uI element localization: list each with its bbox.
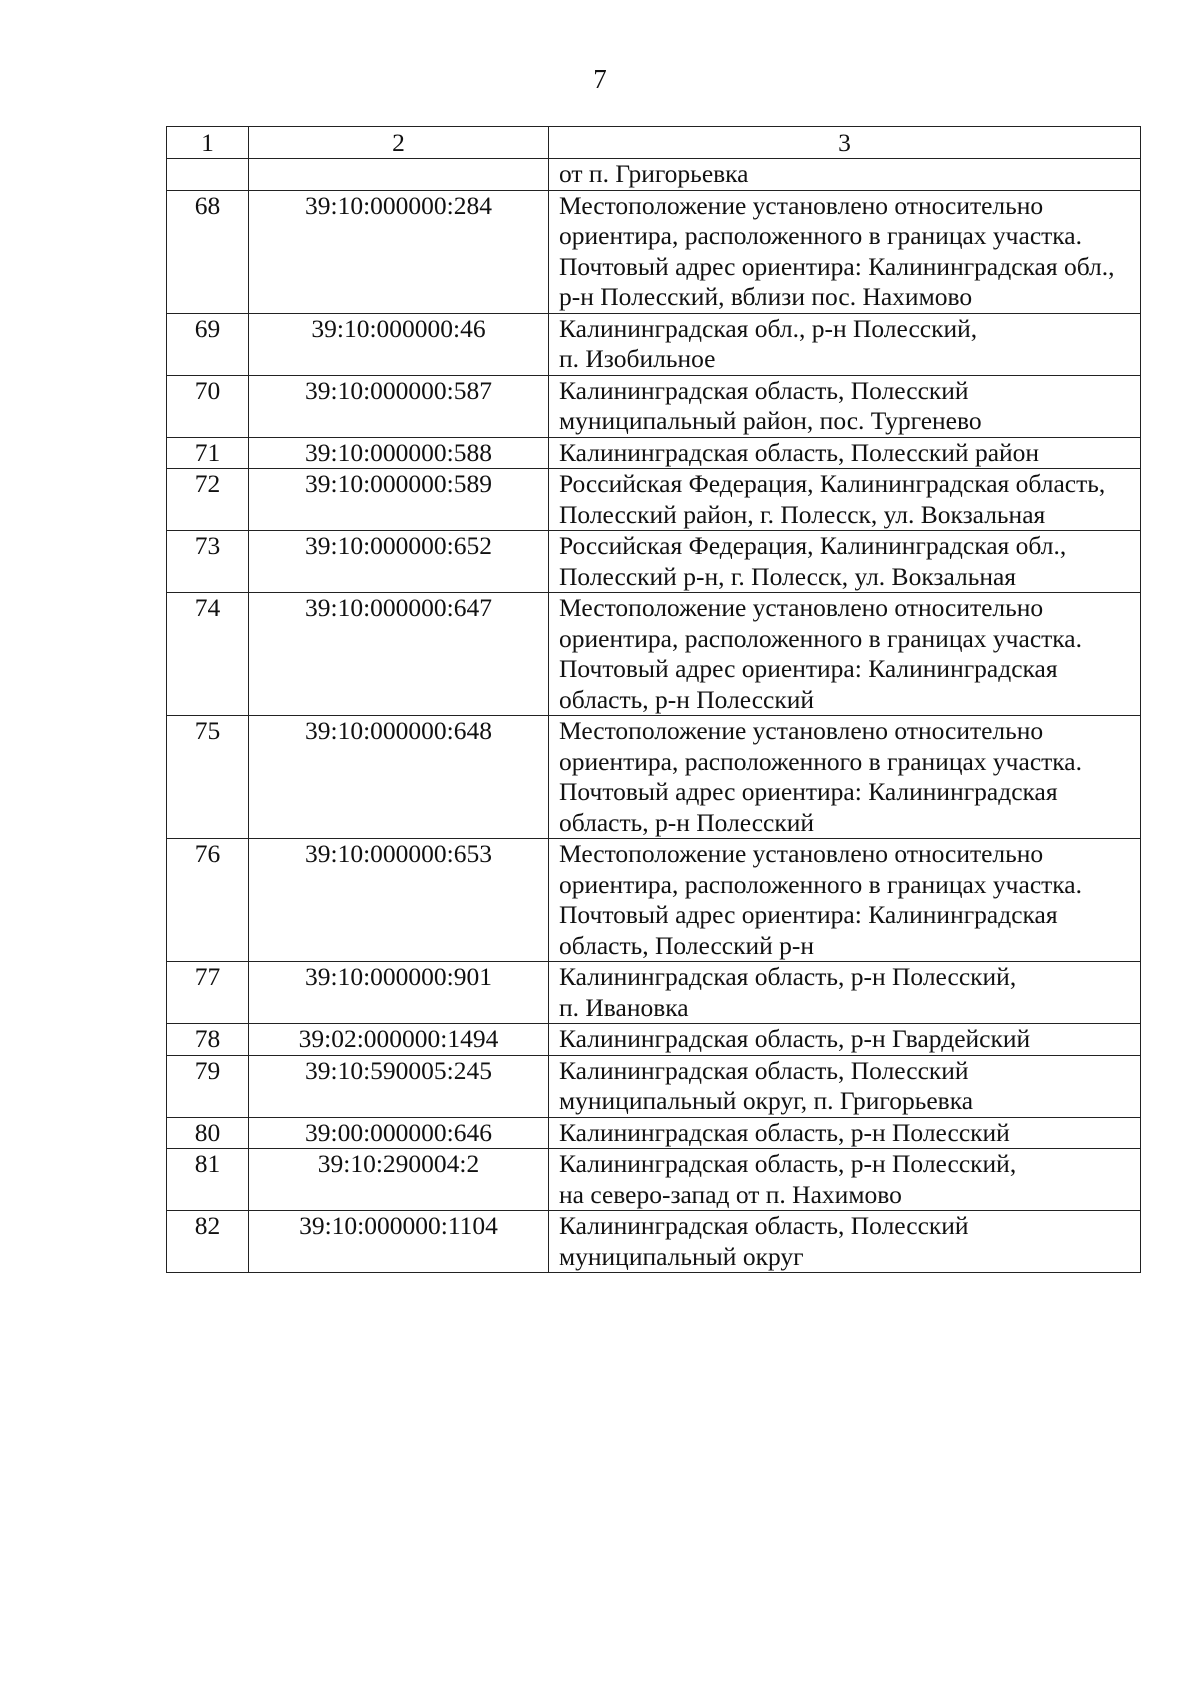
row-number-cell: 75 <box>167 716 249 839</box>
address-line: Калининградская обл., р-н Полесский, <box>559 313 978 343</box>
address-line: Местоположение установлено относительно <box>559 839 1044 868</box>
address-line: Почтовый адрес ориентира: Калининградская <box>559 654 1058 683</box>
address-line: Калининградская область, р-н Полесский, <box>559 962 1017 991</box>
cadastral-number-cell: 39:10:000000:653 <box>249 839 549 962</box>
row-number-cell: 76 <box>167 839 249 962</box>
page-number: 7 <box>593 64 607 94</box>
table-row <box>167 1117 1141 1149</box>
address-cell <box>549 437 1141 469</box>
address-line: Местоположение установлено относительно <box>559 190 1044 220</box>
column-header-address: 3 <box>549 127 1141 159</box>
table-row <box>167 375 1141 437</box>
address-line: муниципальный район, пос. Тургенево <box>559 406 982 435</box>
cadastral-number-cell: 39:10:000000:1104 <box>249 1211 549 1273</box>
table-body <box>167 159 1141 1273</box>
row-number-cell: 81 <box>167 1149 249 1211</box>
address-cell <box>549 159 1141 191</box>
address-line: Почтовый адрес ориентира: Калининградская <box>559 900 1058 929</box>
table-header-row <box>167 127 1141 159</box>
address-line: Российская Федерация, Калининградская обл., <box>559 531 1067 560</box>
address-cell <box>549 190 1141 313</box>
address-line: Калининградская область, Полесский район <box>559 437 1040 467</box>
address-line: п. Ивановка <box>559 992 689 1022</box>
column-header-cadastral: 2 <box>249 127 549 159</box>
address-line: ориентира, расположенного в границах участка. <box>559 746 1082 776</box>
address-cell <box>549 531 1141 593</box>
address-line: Калининградская область, р-н Полесский <box>559 1117 1010 1147</box>
table-row <box>167 839 1141 962</box>
cadastral-number-cell: 39:10:590005:245 <box>249 1055 549 1117</box>
table-row <box>167 593 1141 716</box>
table-row <box>167 1149 1141 1211</box>
cadastral-number-cell: 39:10:000000:587 <box>249 375 549 437</box>
address-line: Почтовый адрес ориентира: Калининградская <box>559 777 1058 806</box>
cadastral-number-cell: 39:10:000000:46 <box>249 313 549 375</box>
cadastral-number-cell: 39:10:000000:901 <box>249 962 549 1024</box>
cadastral-number-cell: 39:10:000000:589 <box>249 469 549 531</box>
column-header-number: 1 <box>167 127 249 159</box>
table-row <box>167 962 1141 1024</box>
table-row <box>167 531 1141 593</box>
address-cell <box>549 593 1141 716</box>
row-number-cell: 72 <box>167 469 249 531</box>
row-number-cell: 73 <box>167 531 249 593</box>
cadastral-number-cell: 39:10:000000:652 <box>249 531 549 593</box>
cadastral-number-cell: 39:10:000000:647 <box>249 593 549 716</box>
address-line: Полесский район, г. Полесск, ул. Вокзальная <box>559 499 1046 529</box>
address-line: от п. Григорьевка <box>559 159 749 188</box>
address-line: Российская Федерация, Калининградская область, <box>559 469 1106 498</box>
row-number-cell: 82 <box>167 1211 249 1273</box>
address-line: муниципальный округ <box>559 1241 804 1271</box>
address-cell <box>549 1117 1141 1149</box>
row-number-cell: 77 <box>167 962 249 1024</box>
address-line: область, р-н Полесский <box>559 807 815 837</box>
address-cell <box>549 313 1141 375</box>
address-line: область, Полесский р-н <box>559 930 815 960</box>
cadastral-number-cell: 39:10:000000:648 <box>249 716 549 839</box>
address-line: ориентира, расположенного в границах участка. <box>559 623 1082 653</box>
table-row <box>167 716 1141 839</box>
cadastral-number-cell: 39:10:290004:2 <box>249 1149 549 1211</box>
row-number-cell: 79 <box>167 1055 249 1117</box>
address-line: Калининградская область, Полесский <box>559 375 969 405</box>
address-cell <box>549 1149 1141 1211</box>
cadastral-number-cell: 39:00:000000:646 <box>249 1117 549 1149</box>
table-row <box>167 313 1141 375</box>
address-cell <box>549 962 1141 1024</box>
address-cell <box>549 469 1141 531</box>
address-cell <box>549 1211 1141 1273</box>
address-line: Калининградская область, р-н Гвардейский <box>559 1024 1031 1053</box>
row-number-cell: 68 <box>167 190 249 313</box>
row-number-cell: 70 <box>167 375 249 437</box>
land-plots-table <box>166 126 1141 1273</box>
table-row <box>167 159 1141 191</box>
address-cell <box>549 839 1141 962</box>
table-row <box>167 190 1141 313</box>
address-line: п. Изобильное <box>559 344 716 373</box>
address-line: р-н Полесский, вблизи пос. Нахимово <box>559 282 973 311</box>
address-cell <box>549 1024 1141 1056</box>
cadastral-number-cell: 39:10:000000:284 <box>249 190 549 313</box>
address-line: Местоположение установлено относительно <box>559 716 1044 745</box>
address-line: муниципальный округ, п. Григорьевка <box>559 1086 974 1115</box>
row-number-cell: 71 <box>167 437 249 469</box>
table-row <box>167 1055 1141 1117</box>
table-row <box>167 1211 1141 1273</box>
row-number-cell: 74 <box>167 593 249 716</box>
table-row <box>167 1024 1141 1056</box>
address-line: ориентира, расположенного в границах участка. <box>559 869 1082 899</box>
row-number-cell: 78 <box>167 1024 249 1056</box>
row-number-cell: 80 <box>167 1117 249 1149</box>
address-line: Калининградская область, р-н Полесский, <box>559 1149 1017 1178</box>
address-cell <box>549 716 1141 839</box>
address-cell <box>549 1055 1141 1117</box>
address-cell <box>549 375 1141 437</box>
address-line: Калининградская область, Полесский <box>559 1211 969 1240</box>
address-line: ориентира, расположенного в границах участка. <box>559 221 1082 250</box>
address-line: область, р-н Полесский <box>559 684 815 714</box>
address-line: Местоположение установлено относительно <box>559 593 1044 622</box>
cadastral-number-cell: 39:10:000000:588 <box>249 437 549 469</box>
address-line: Полесский р-н, г. Полесск, ул. Вокзальная <box>559 561 1017 591</box>
address-line: Почтовый адрес ориентира: Калининградская обл., <box>559 251 1115 281</box>
cadastral-number-cell: 39:02:000000:1494 <box>249 1024 549 1056</box>
address-line: Калининградская область, Полесский <box>559 1055 969 1085</box>
row-number-cell <box>167 159 249 191</box>
address-line: на северо-запад от п. Нахимово <box>559 1179 902 1209</box>
row-number-cell: 69 <box>167 313 249 375</box>
cadastral-number-cell <box>249 159 549 191</box>
table-row <box>167 437 1141 469</box>
table-row <box>167 469 1141 531</box>
